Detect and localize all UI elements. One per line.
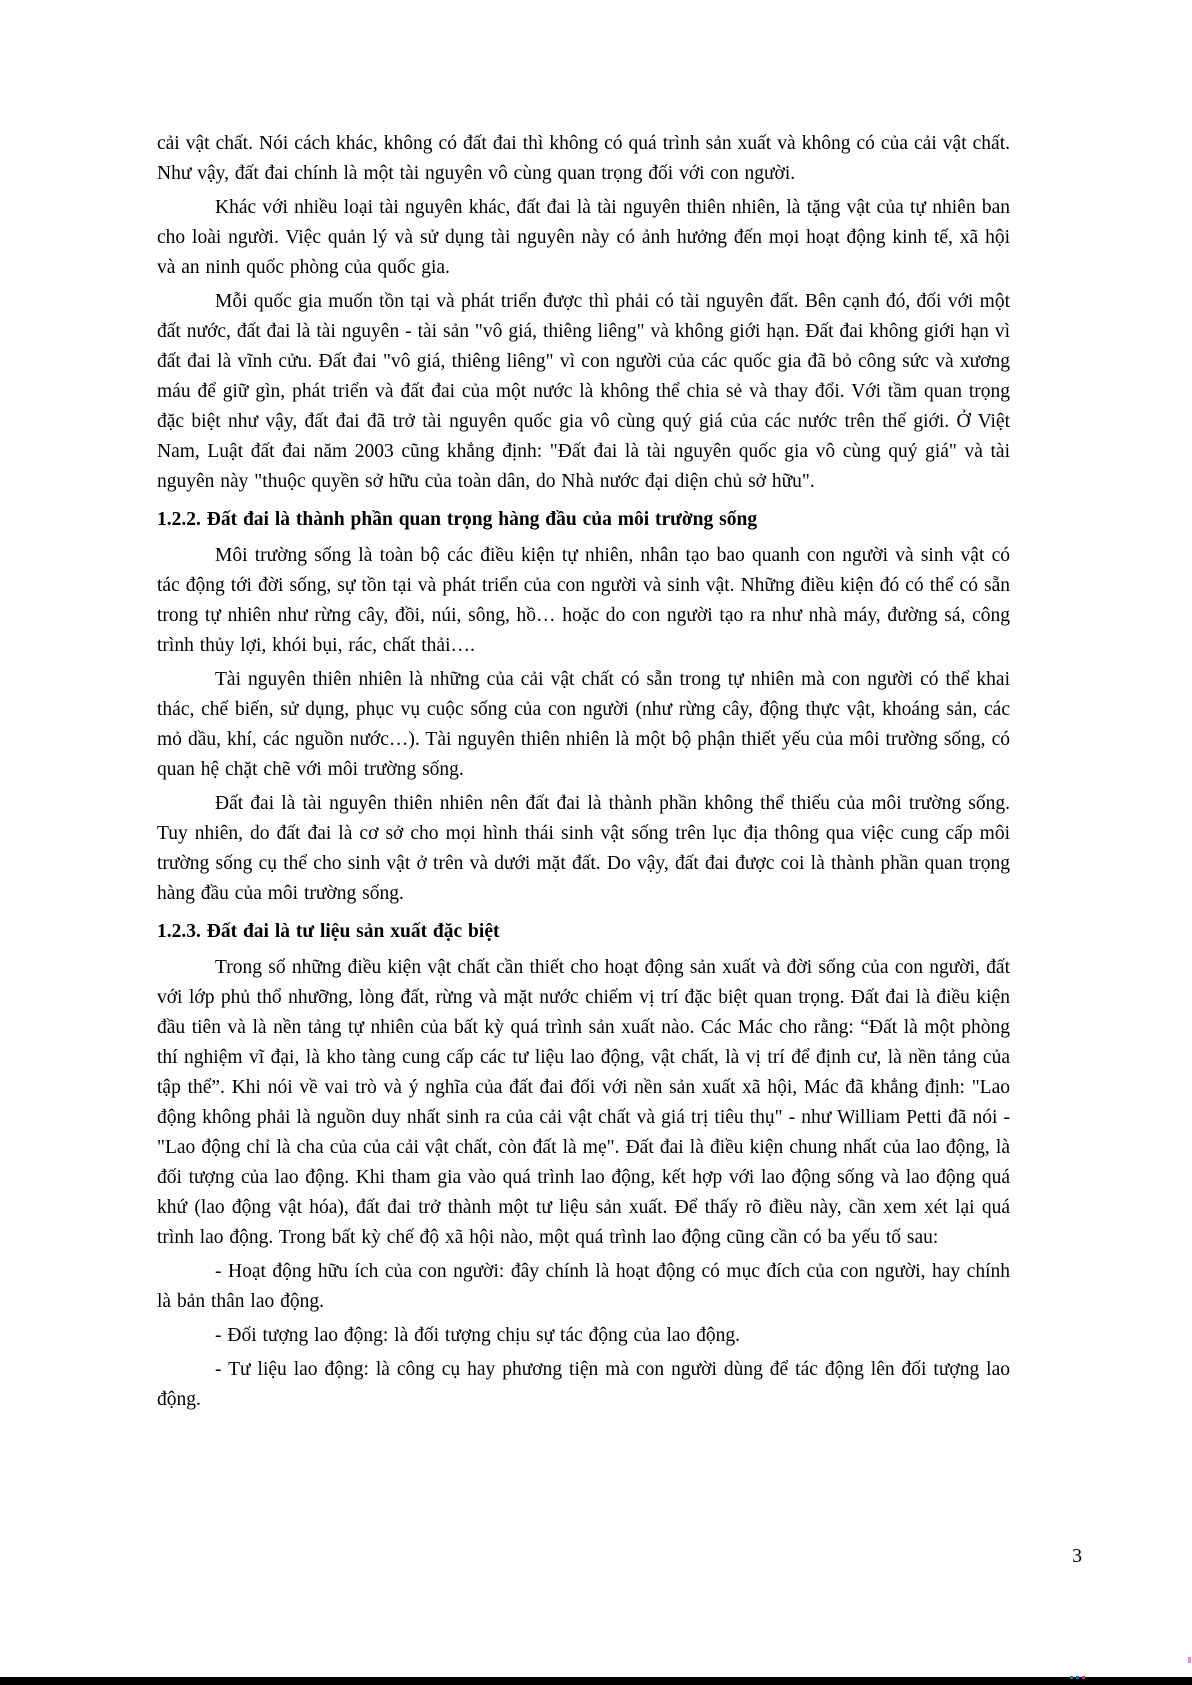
paragraph: Đất đai là tài nguyên thiên nhiên nên đất đai là thành phần không thể thiếu của môi trường sống. Tuy nhiên, do đất đai là cơ sở cho mọi hình thái sinh vật sống trên lục địa thông qua việc cung cấp môi trường sống cụ thể cho sinh vật ở trên và dưới mặt đất. Do vậy, đất đai được coi là thành phần quan trọng hàng đầu của môi trường sống. <box>157 793 1010 904</box>
bottom-edge-bar <box>0 1677 1192 1685</box>
section-heading-1-2-2: 1.2.2. Đất đai là thành phần quan trọng hàng đầu của môi trường sống <box>157 509 758 530</box>
screen-artifact-pink <box>1188 1657 1191 1663</box>
screen-artifact-specks <box>1070 1676 1073 1679</box>
page-number: 3 <box>1072 1546 1082 1567</box>
bullet-item: - Đối tượng lao động: là đối tượng chịu sự tác động của lao động. <box>215 1325 741 1346</box>
bullet-item: - Hoạt động hữu ích của con người: đây chính là hoạt động có mục đích của con người, hay chính là bản thân lao động. <box>157 1261 1010 1312</box>
paragraph: Mỗi quốc gia muốn tồn tại và phát triển được thì phải có tài nguyên đất. Bên cạnh đó, đối với một đất nước, đất đai là tài nguyên - tài sản "vô giá, thiêng liêng" và không giới hạn. Đất đai không giới hạn vì đất đai là vĩnh cửu. Đất đai "vô giá, thiêng liêng" vì con người của các quốc gia đã bỏ công sức và xương máu để giữ gìn, phát triển và đất đai của một nước là không thể chia sẻ và thay đổi. Với tầm quan trọng đặc biệt như vậy, đất đai đã trở tài nguyên quốc gia vô cùng quý giá của các nước trên thế giới. Ở Việt Nam, Luật đất đai năm 2003 cũng khẳng định: "Đất đai là tài nguyên quốc gia vô cùng quý giá" và tài nguyên này "thuộc quyền sở hữu của toàn dân, do Nhà nước đại diện chủ sở hữu". <box>157 291 1010 492</box>
paragraph-continuation: cải vật chất. Nói cách khác, không có đất đai thì không có quá trình sản xuất và không có của cải vật chất. Như vậy, đất đai chính là một tài nguyên vô cùng quan trọng đối với con người. <box>157 133 1010 184</box>
section-heading-1-2-3: 1.2.3. Đất đai là tư liệu sản xuất đặc biệt <box>157 921 500 942</box>
bullet-item: - Tư liệu lao động: là công cụ hay phương tiện mà con người dùng để tác động lên đối tượng lao động. <box>157 1359 1010 1410</box>
paragraph: Trong số những điều kiện vật chất cần thiết cho hoạt động sản xuất và đời sống của con người, đất với lớp phủ thổ nhưỡng, lòng đất, rừng và mặt nước chiếm vị trí đặc biệt quan trọng. Đất đai là điều kiện đầu tiên và là nền tảng tự nhiên của bất kỳ quá trình sản xuất nào. Các Mác cho rằng: “Đất là một phòng thí nghiệm vĩ đại, là kho tàng cung cấp các tư liệu lao động, vật chất, là vị trí để định cư, là nền tảng của tập thể”. Khi nói về vai trò và ý nghĩa của đất đai đối với nền sản xuất xã hội, Mác đã khẳng định: "Lao động không phải là nguồn duy nhất sinh ra của cải vật chất và giá trị tiêu thụ" - như William Petti đã nói - "Lao động chỉ là cha của của cải vật chất, còn đất là mẹ". Đất đai là điều kiện chung nhất của lao động, là đối tượng của lao động. Khi tham gia vào quá trình lao động, kết hợp với lao động sống và lao động quá khứ (lao động vật hóa), đất đai trở thành một tư liệu sản xuất. Để thấy rõ điều này, cần xem xét lại quá trình lao động. Trong bất kỳ chế độ xã hội nào, một quá trình lao động cũng cần có ba yếu tố sau: <box>157 957 1010 1248</box>
document-body <box>157 129 1010 1419</box>
paragraph: Tài nguyên thiên nhiên là những của cải vật chất có sẵn trong tự nhiên mà con người có thể khai thác, chế biến, sử dụng, phục vụ cuộc sống của con người (như rừng cây, động thực vật, khoáng sản, các mỏ dầu, khí, các nguồn nước…). Tài nguyên thiên nhiên là một bộ phận thiết yếu của môi trường sống, có quan hệ chặt chẽ với môi trường sống. <box>157 669 1010 780</box>
paragraph: Môi trường sống là toàn bộ các điều kiện tự nhiên, nhân tạo bao quanh con người và sinh vật có tác động tới đời sống, sự tồn tại và phát triển của con người và sinh vật. Những điều kiện đó có thể có sẵn trong tự nhiên như rừng cây, đồi, núi, sông, hồ… hoặc do con người tạo ra như nhà máy, đường sá, công trình thủy lợi, khói bụi, rác, chất thải…. <box>157 545 1010 656</box>
paragraph: Khác với nhiều loại tài nguyên khác, đất đai là tài nguyên thiên nhiên, là tặng vật của tự nhiên ban cho loài người. Việc quản lý và sử dụng tài nguyên này có ảnh hưởng đến mọi hoạt động kinh tế, xã hội và an ninh quốc phòng của quốc gia. <box>157 197 1010 278</box>
